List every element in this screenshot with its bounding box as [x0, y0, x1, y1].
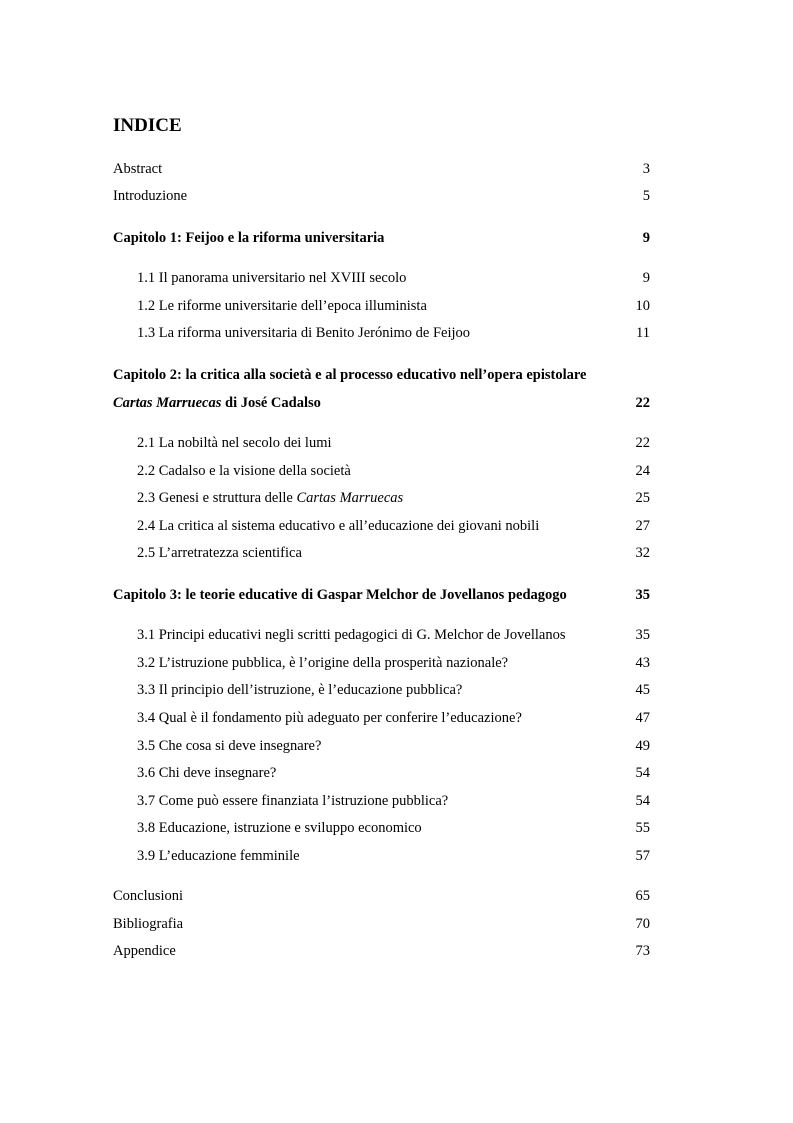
toc-section-3-4[interactable] [113, 708, 650, 728]
toc-entry-label: Conclusioni [113, 888, 184, 904]
toc-chapter-page: 9 [642, 230, 650, 246]
toc-section-page: 57 [635, 848, 650, 864]
toc-section-page: 9 [642, 270, 650, 286]
toc-section-page: 24 [635, 463, 650, 479]
toc-section-3-2[interactable] [113, 653, 650, 673]
toc-entry-page: 3 [642, 161, 650, 177]
toc-section-label: 3.9 L’educazione femminile [137, 848, 300, 864]
toc-chapter-2-line2[interactable] [113, 393, 650, 413]
toc-chapter-page: 22 [635, 395, 650, 411]
toc-section-1-2[interactable] [113, 296, 650, 316]
toc-section-1-3[interactable] [113, 323, 650, 343]
toc-section-2-5[interactable] [113, 543, 650, 563]
toc-entry-introduzione[interactable] [113, 186, 650, 206]
toc-chapter-page: 35 [635, 587, 650, 603]
toc-section-italic-title: Cartas Marruecas [296, 490, 404, 506]
toc-section-label: 2.2 Cadalso e la visione della società [137, 463, 351, 479]
toc-chapter-label-rest: di José Cadalso [221, 395, 321, 411]
toc-section-label: 3.1 Principi educativi negli scritti pedagogici di G. Melchor de Jovellanos [137, 627, 566, 643]
toc-section-label: 2.1 La nobiltà nel secolo dei lumi [137, 435, 332, 451]
toc-section-label: 2.4 La critica al sistema educativo e all’educazione dei giovani nobili [137, 518, 540, 534]
toc-entry-page: 5 [642, 188, 650, 204]
toc-entry-conclusioni[interactable] [113, 886, 650, 906]
toc-section-label: 1.1 Il panorama universitario nel XVIII secolo [137, 270, 407, 286]
toc-entry-appendice[interactable] [113, 941, 650, 961]
toc-section-2-3[interactable] [113, 488, 650, 508]
toc-section-page: 27 [635, 518, 650, 534]
toc-section-page: 54 [635, 793, 650, 809]
toc-chapter-1[interactable] [113, 228, 650, 248]
toc-chapter-2-line1[interactable] [113, 365, 650, 385]
toc-section-label: 3.7 Come può essere finanziata l’istruzione pubblica? [137, 793, 449, 809]
toc-section-label: 1.2 Le riforme universitarie dell’epoca illuminista [137, 298, 427, 314]
toc-entry-label: Appendice [113, 943, 176, 959]
toc-section-label: 3.3 Il principio dell’istruzione, è l’educazione pubblica? [137, 682, 463, 698]
page-title: INDICE [113, 115, 182, 136]
toc-section-1-1[interactable] [113, 268, 650, 288]
toc-section-3-8[interactable] [113, 818, 650, 838]
toc-section-label: 3.4 Qual è il fondamento più adeguato per conferire l’educazione? [137, 710, 522, 726]
toc-section-label-prefix: 2.3 Genesi e struttura delle [137, 490, 297, 506]
toc-chapter-label: Capitolo 1: Feijoo e la riforma universitaria [113, 230, 385, 246]
toc-chapter-italic-title: Cartas Marruecas [113, 395, 222, 411]
toc-section-3-6[interactable] [113, 763, 650, 783]
toc-entry-page: 70 [635, 916, 650, 932]
toc-section-page: 25 [635, 490, 650, 506]
toc-section-label: 3.6 Chi deve insegnare? [137, 765, 277, 781]
toc-section-page: 22 [635, 435, 650, 451]
toc-section-label: 2.5 L’arretratezza scientifica [137, 545, 302, 561]
toc-section-page: 10 [635, 298, 650, 314]
toc-section-label: 3.2 L’istruzione pubblica, è l’origine della prosperità nazionale? [137, 655, 509, 671]
toc-section-page: 43 [635, 655, 650, 671]
toc-chapter-label-continued [113, 393, 321, 413]
toc-entry-page: 65 [635, 888, 650, 904]
toc-chapter-3[interactable] [113, 585, 650, 605]
toc-section-page: 45 [635, 682, 650, 698]
toc-section-label [137, 488, 403, 508]
toc-section-3-3[interactable] [113, 680, 650, 700]
toc-section-2-4[interactable] [113, 516, 650, 536]
toc-section-page: 47 [635, 710, 650, 726]
toc-chapter-label: Capitolo 3: le teorie educative di Gaspar Melchor de Jovellanos pedagogo [113, 587, 567, 603]
toc-section-page: 49 [635, 738, 650, 754]
toc-entry-abstract[interactable] [113, 159, 650, 179]
toc-entry-label: Bibliografia [113, 916, 184, 932]
toc-section-label: 3.5 Che cosa si deve insegnare? [137, 738, 322, 754]
toc-section-page: 55 [635, 820, 650, 836]
toc-section-label: 3.8 Educazione, istruzione e sviluppo economico [137, 820, 422, 836]
toc-entry-page: 73 [635, 943, 650, 959]
toc-section-2-2[interactable] [113, 461, 650, 481]
toc-section-page: 54 [635, 765, 650, 781]
toc-entry-bibliografia[interactable] [113, 914, 650, 934]
toc-section-3-9[interactable] [113, 846, 650, 866]
toc-chapter-label: Capitolo 2: la critica alla società e al processo educativo nell’opera epistolare [113, 367, 587, 383]
toc-section-label: 1.3 La riforma universitaria di Benito Jerónimo de Feijoo [137, 325, 471, 341]
toc-section-page: 32 [635, 545, 650, 561]
toc-section-2-1[interactable] [113, 433, 650, 453]
toc-entry-label: Introduzione [113, 188, 188, 204]
toc-section-page: 35 [635, 627, 650, 643]
toc-section-3-5[interactable] [113, 736, 650, 756]
toc-section-page: 11 [636, 325, 650, 341]
toc-section-3-7[interactable] [113, 791, 650, 811]
toc-entry-label: Abstract [113, 161, 163, 177]
toc-section-3-1[interactable] [113, 625, 650, 645]
